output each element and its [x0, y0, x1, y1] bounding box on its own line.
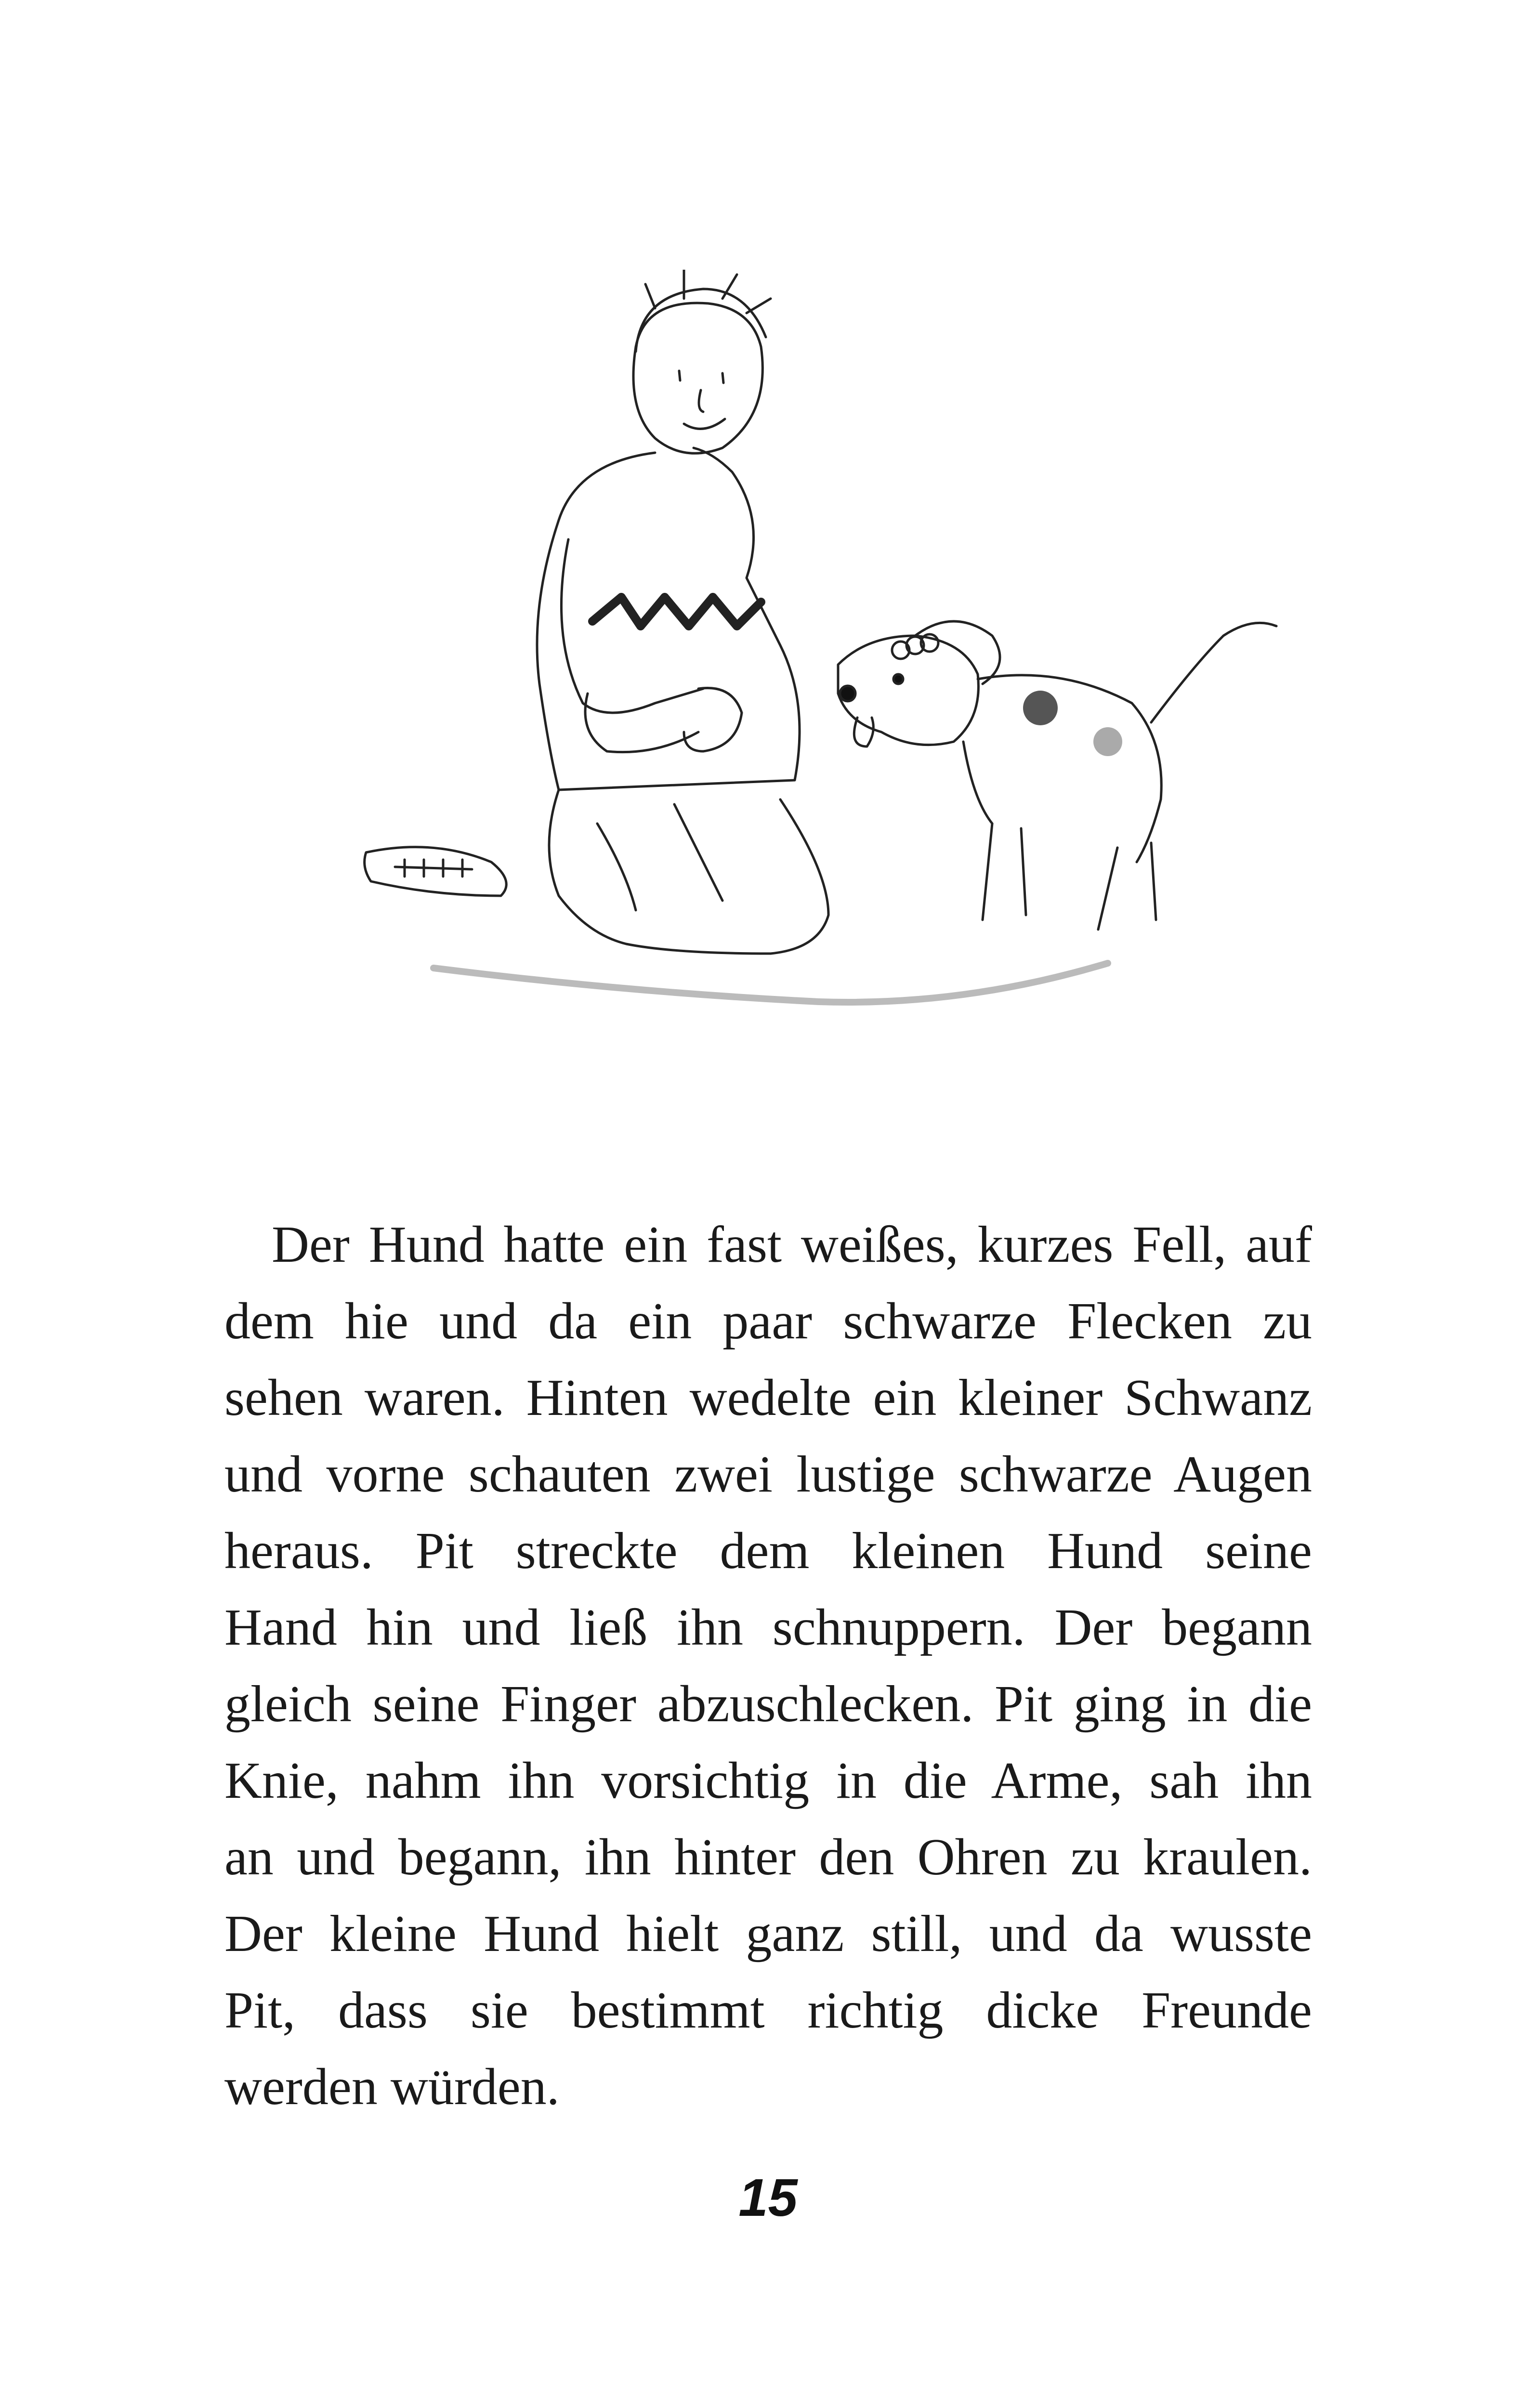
text-line: sehen waren. Hinten wedelte ein kleiner Schwanz: [224, 1369, 1312, 1426]
text-line: und vorne schauten zwei lustige schwarze Augen: [224, 1446, 1312, 1503]
text-line: Hand hin und ließ ihn schnuppern. Der begann: [224, 1599, 1312, 1656]
text-line: heraus. Pit streckte dem kleinen Hund seine: [224, 1522, 1312, 1580]
text-line: Der Hund hatte ein fast weißes, kurzes Fell, auf: [272, 1216, 1312, 1273]
text-line: Knie, nahm ihn vorsichtig in die Arme, sah ihn: [224, 1752, 1312, 1809]
text-line: werden würden.: [224, 2058, 560, 2116]
page-number: 15: [738, 2168, 798, 2227]
text-line: Der kleine Hund hielt ganz still, und da wusste: [224, 1905, 1312, 1963]
man-and-dog-drawing: [289, 270, 1300, 1088]
text-line: dem hie und da ein paar schwarze Flecken zu: [224, 1293, 1312, 1350]
illustration: [289, 270, 1300, 1088]
text-line: Pit, dass sie bestimmt richtig dicke Freunde: [224, 1982, 1312, 2039]
text-line: an und begann, ihn hinter den Ohren zu kraulen.: [224, 1829, 1312, 1886]
body-text: [224, 1206, 1312, 2125]
text-line: gleich seine Finger abzuschlecken. Pit ging in die: [224, 1675, 1312, 1733]
